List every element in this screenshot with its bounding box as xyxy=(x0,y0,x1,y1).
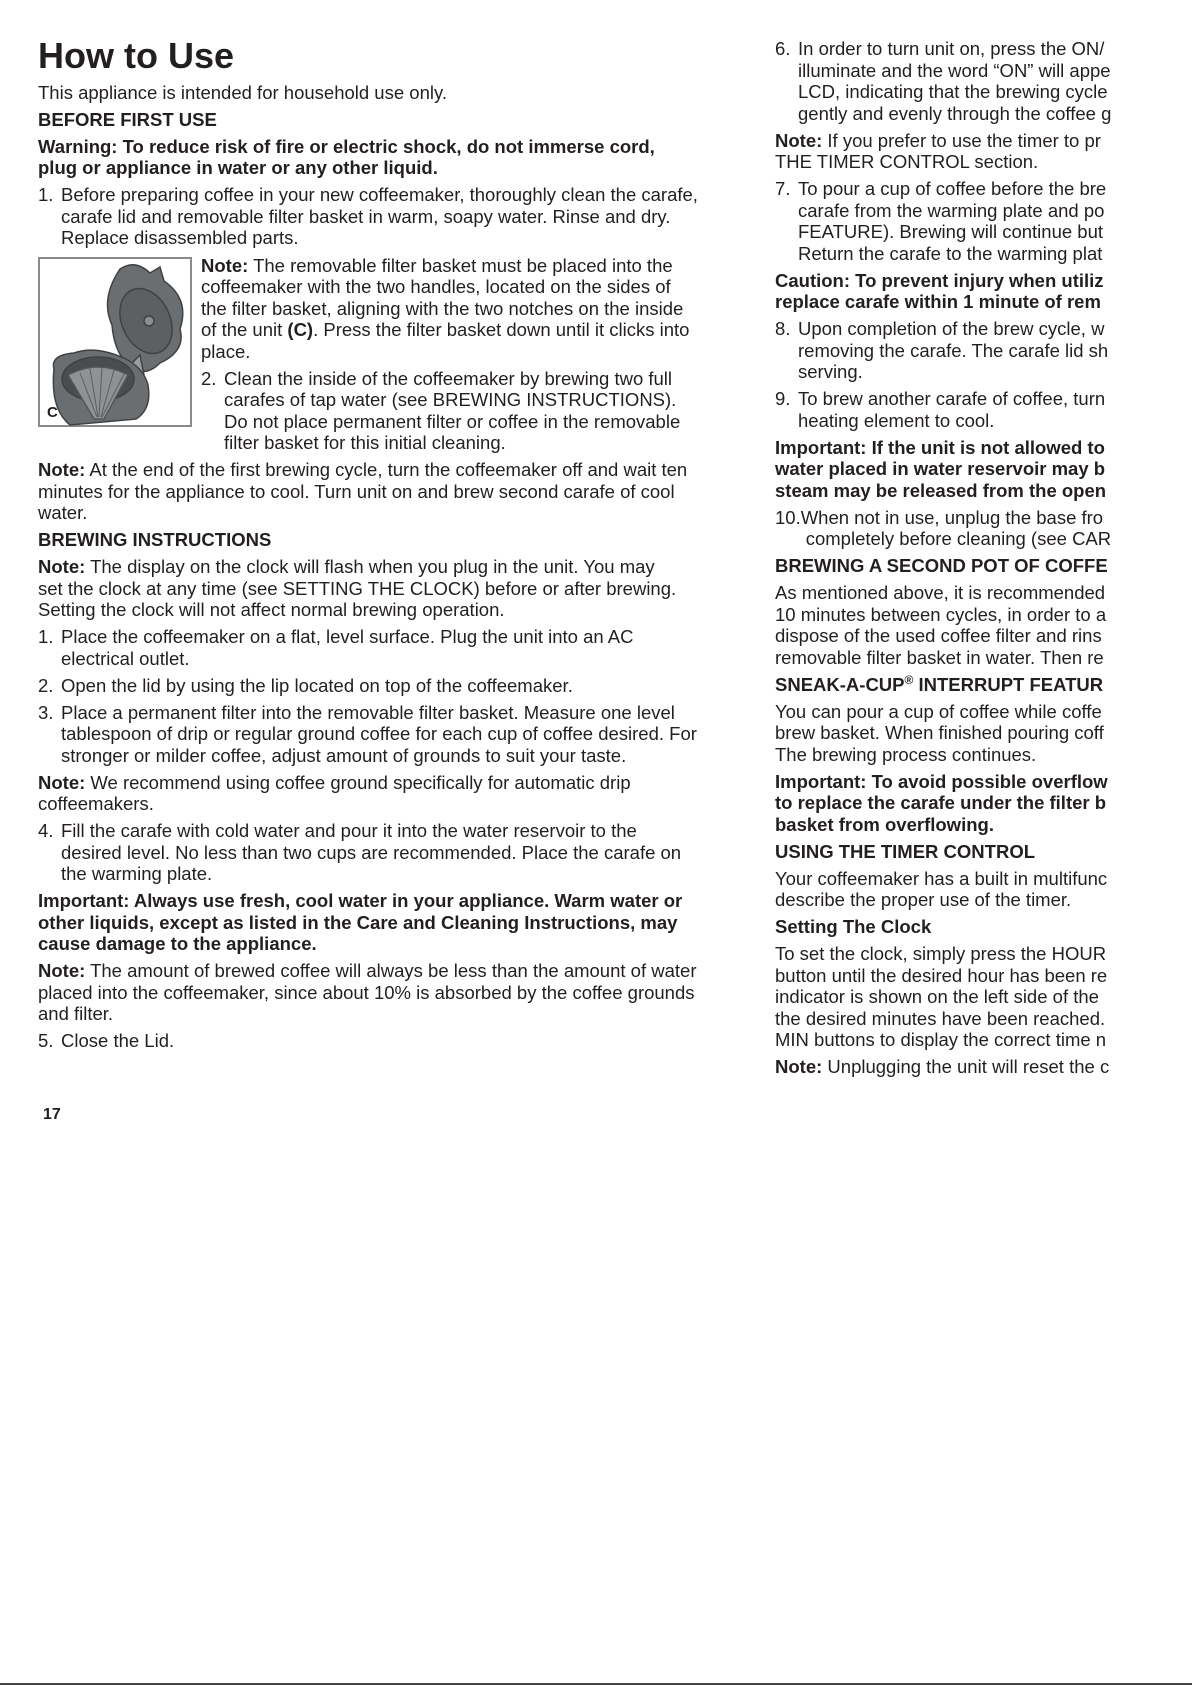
step-number: 2. xyxy=(38,674,54,696)
paragraph xyxy=(775,943,1192,1051)
text-line xyxy=(61,206,698,228)
page-title: How to Use xyxy=(38,35,235,76)
line-text: stronger or milder coffee, adjust amount of grounds to suit your taste. xyxy=(61,744,627,766)
text-line xyxy=(38,136,778,158)
line-text: Clean the inside of the coffeemaker by brewing two full xyxy=(224,367,673,389)
line-text: Setting The Clock xyxy=(775,916,932,937)
numbered-step xyxy=(775,388,1192,431)
text-line xyxy=(38,793,778,815)
text-line xyxy=(775,1056,1192,1078)
line-text: The brewing process continues. xyxy=(775,743,1037,765)
line-text: In order to turn unit on, press the ON/ xyxy=(798,38,1105,59)
line-text: . Press the filter basket down until it clicks into xyxy=(313,319,690,340)
text-line xyxy=(61,648,633,670)
line-text: If you prefer to use the timer to pr xyxy=(827,129,1101,151)
line-text: Do not place permanent filter or coffee in the removable xyxy=(224,410,681,432)
step-number: 9. xyxy=(775,388,791,409)
line-text: Replace disassembled parts. xyxy=(61,227,299,248)
warning-text xyxy=(775,270,1192,313)
line-text: tablespoon of drip or regular ground coffee for each cup of coffee desired. For xyxy=(61,723,697,744)
numbered-step xyxy=(775,318,1192,383)
section-heading xyxy=(775,674,1192,696)
line-text: SNEAK-A-CUP xyxy=(775,673,905,695)
text-line xyxy=(224,432,680,454)
note-label: Note: xyxy=(38,556,86,577)
line-text: To set the clock, simply press the HOUR xyxy=(775,943,1107,964)
line-text: INTERRUPT FEATUR xyxy=(913,673,1104,695)
line-text: gently and evenly through the coffee g xyxy=(798,102,1112,124)
note-label: Note: xyxy=(38,771,86,793)
text-line xyxy=(224,411,680,433)
text-line xyxy=(798,318,1108,340)
line-text: coffeemaker with the two handles, located on the sides of xyxy=(201,276,671,297)
numbered-step xyxy=(38,702,778,767)
numbered-step xyxy=(201,368,778,454)
text-line xyxy=(38,912,778,934)
figure-reference: (C) xyxy=(287,319,314,340)
line-text: steam may be released from the open xyxy=(775,479,1107,501)
text-line xyxy=(38,599,778,621)
line-text: coffeemakers. xyxy=(38,793,154,814)
numbered-step xyxy=(38,675,778,697)
line-text: removing the carafe. The carafe lid sh xyxy=(798,339,1109,361)
numbered-step xyxy=(38,626,778,669)
note-label: Note: xyxy=(201,254,249,276)
text-line xyxy=(61,745,697,767)
note-label: Note: xyxy=(38,459,86,480)
text-line xyxy=(775,270,1192,292)
line-text: FEATURE). Brewing will continue but xyxy=(798,221,1104,242)
line-text: minutes for the appliance to cool. Turn unit on and brew second carafe of cool xyxy=(38,480,675,502)
text-line xyxy=(61,1030,174,1052)
text-line xyxy=(61,820,681,842)
text-line xyxy=(775,943,1192,965)
step-number: 6. xyxy=(775,38,791,59)
text-line xyxy=(201,341,778,363)
note xyxy=(38,556,778,621)
line-text: At the end of the first brewing cycle, turn the coffeemaker off and wait ten xyxy=(89,459,688,480)
line-text: removable filter basket in water. Then re xyxy=(775,646,1104,668)
step-number: 1. xyxy=(38,184,54,205)
text-line xyxy=(775,604,1192,626)
text-line xyxy=(201,298,778,320)
step-text xyxy=(61,820,681,885)
text-line xyxy=(61,675,573,697)
text-line xyxy=(38,890,778,912)
text-line xyxy=(775,841,1192,863)
section-heading xyxy=(775,916,1192,938)
text-line xyxy=(798,38,1111,60)
line-text: Fill the carafe with cold water and pour it into the water reservoir to the xyxy=(61,820,637,841)
line-text: The removable filter basket must be placed into the xyxy=(253,254,673,276)
line-text: carafe lid and removable filter basket in warm, soapy water. Rinse and dry. xyxy=(61,205,671,227)
text-line xyxy=(201,255,778,277)
line-text: Important: If the unit is not allowed to xyxy=(775,436,1105,458)
line-text: You can pour a cup of coffee while coffe xyxy=(775,700,1102,722)
line-text: As mentioned above, it is recommended xyxy=(775,582,1106,603)
warning-text xyxy=(38,890,778,955)
line-text: placed into the coffeemaker, since about 10% is absorbed by the coffee grounds xyxy=(38,981,695,1003)
line-text: Place the coffeemaker on a flat, level surface. Plug the unit into an AC xyxy=(61,626,634,647)
note xyxy=(201,255,778,363)
line-text: To pour a cup of coffee before the bre xyxy=(798,178,1107,199)
line-text: and filter. xyxy=(38,1003,114,1024)
line-text: desired level. No less than two cups are recommended. Place the carafe on xyxy=(61,841,682,863)
note xyxy=(775,1056,1192,1078)
step-text xyxy=(798,318,1108,383)
line-text: the desired minutes have been reached. xyxy=(775,1007,1106,1029)
line-text: MIN buttons to display the correct time n xyxy=(775,1029,1107,1050)
text-line xyxy=(798,60,1111,82)
figure-label: C xyxy=(47,403,58,421)
line-text: USING THE TIMER CONTROL xyxy=(775,840,1036,862)
text-line xyxy=(775,437,1192,459)
text-line xyxy=(775,916,1192,938)
text-line xyxy=(224,389,680,411)
line-text: Place a permanent filter into the removable filter basket. Measure one level xyxy=(61,701,675,723)
step-number: 7. xyxy=(775,178,791,199)
line-text: heating element to cool. xyxy=(798,409,995,431)
note xyxy=(38,459,778,524)
line-text: This appliance is intended for household use only. xyxy=(38,81,447,103)
text-line xyxy=(38,960,778,982)
step-number: 3. xyxy=(38,701,54,723)
text-line xyxy=(38,502,778,524)
step-text xyxy=(61,626,633,669)
line-text: Important: Always use fresh, cool water in your appliance. Warm water or xyxy=(38,890,683,911)
text-line xyxy=(798,243,1106,265)
line-text: BREWING INSTRUCTIONS xyxy=(38,529,272,550)
text-line xyxy=(61,723,697,745)
text-line xyxy=(798,388,1105,410)
note-label: Note: xyxy=(38,960,86,981)
step-text xyxy=(61,1030,174,1052)
figure-text xyxy=(201,254,778,454)
line-text: dispose of the used coffee filter and rins xyxy=(775,625,1102,646)
numbered-step xyxy=(775,178,1192,264)
line-text: place. xyxy=(201,340,251,362)
step-number: 5. xyxy=(38,1030,54,1051)
line-text: the warming plate. xyxy=(61,863,213,884)
note xyxy=(38,960,778,1025)
text-line xyxy=(38,578,778,600)
line-text: Caution: To prevent injury when utiliz xyxy=(775,269,1104,291)
line-text: To brew another carafe of coffee, turn xyxy=(798,388,1106,409)
line-text: The amount of brewed coffee will always be less than the amount of water xyxy=(90,960,697,981)
text-line xyxy=(798,410,1105,432)
text-line xyxy=(775,771,1192,793)
text-line xyxy=(775,868,1192,890)
note-label: Note: xyxy=(775,1056,823,1077)
text-line xyxy=(775,1008,1192,1030)
numbered-step xyxy=(38,820,778,885)
text-line xyxy=(38,982,778,1004)
text-line xyxy=(775,701,1192,723)
text-line xyxy=(38,933,778,955)
section-heading xyxy=(38,109,778,131)
text-line xyxy=(775,722,1192,744)
line-text: water placed in water reservoir may b xyxy=(775,458,1106,479)
text-line xyxy=(61,626,633,648)
line-text: Open the lid by using the lip located on top of the coffeemaker. xyxy=(61,674,573,696)
line-text: water. xyxy=(38,502,88,523)
line-text: Setting the clock will not affect normal brewing operation. xyxy=(38,599,505,620)
paragraph xyxy=(775,868,1192,911)
step-number: 8. xyxy=(775,318,791,339)
line-text: Unplugging the unit will reset the c xyxy=(827,1056,1110,1077)
step-number: 10. xyxy=(775,506,801,528)
line-text: carafe from the warming plate and po xyxy=(798,199,1105,221)
text-line xyxy=(775,480,1192,502)
warning-text xyxy=(775,771,1192,836)
line-text: THE TIMER CONTROL section. xyxy=(775,151,1039,172)
warning-text xyxy=(775,437,1192,502)
line-text: BEFORE FIRST USE xyxy=(38,108,217,130)
step-text xyxy=(798,38,1111,124)
left-column xyxy=(38,36,778,1052)
line-text: LCD, indicating that the brewing cycle xyxy=(798,81,1108,102)
text-line xyxy=(38,109,778,131)
step-text xyxy=(61,675,573,697)
line-text: The display on the clock will flash when you plug in the unit. You may xyxy=(90,556,655,577)
text-line xyxy=(775,965,1192,987)
text-line xyxy=(798,103,1111,125)
text-line xyxy=(798,81,1111,103)
section-heading xyxy=(775,555,1192,577)
text-line xyxy=(201,319,778,341)
text-line xyxy=(775,647,1192,669)
figure-c xyxy=(38,257,192,427)
step-text xyxy=(61,184,698,249)
line-text: electrical outlet. xyxy=(61,647,190,669)
step-number: 4. xyxy=(38,820,54,841)
text-line xyxy=(224,368,680,390)
text-line xyxy=(775,130,1192,152)
text-line xyxy=(61,842,681,864)
line-text: carafes of tap water (see BREWING INSTRUCTIONS). xyxy=(224,389,677,410)
line-text: Close the Lid. xyxy=(61,1030,175,1051)
numbered-step xyxy=(38,184,778,249)
text-line xyxy=(38,157,778,179)
line-text: plug or appliance in water or any other liquid. xyxy=(38,157,438,178)
paragraph xyxy=(38,82,778,104)
text-line xyxy=(38,556,778,578)
line-text: replace carafe within 1 minute of rem xyxy=(775,291,1101,312)
text-line xyxy=(775,814,1192,836)
note xyxy=(38,772,778,815)
line-text: Upon completion of the brew cycle, w xyxy=(798,318,1105,339)
line-text: We recommend using coffee ground specifically for automatic drip xyxy=(90,771,631,793)
note xyxy=(775,130,1192,173)
step-text xyxy=(798,178,1106,264)
figure-with-note xyxy=(38,254,778,454)
line-text: set the clock at any time (see SETTING THE CLOCK) before or after brewing. xyxy=(38,577,677,599)
text-line xyxy=(798,340,1108,362)
line-text: Your coffeemaker has a built in multifunc xyxy=(775,867,1108,889)
text-line xyxy=(775,582,1192,604)
text-line xyxy=(775,458,1192,480)
text-line xyxy=(806,528,1111,550)
registered-mark: ® xyxy=(904,672,914,687)
text-line xyxy=(775,792,1192,814)
text-line xyxy=(61,702,697,724)
text-line xyxy=(798,221,1106,243)
line-text: filter basket for this initial cleaning. xyxy=(224,432,506,453)
text-line xyxy=(38,481,778,503)
line-text: 10 minutes between cycles, in order to a xyxy=(775,603,1107,625)
text-line xyxy=(801,507,1111,529)
numbered-step xyxy=(38,1030,778,1052)
line-text: Warning: To reduce risk of fire or electric shock, do not immerse cord, xyxy=(38,135,655,157)
line-text: basket from overflowing. xyxy=(775,813,994,835)
text-line xyxy=(61,227,698,249)
text-line xyxy=(201,276,778,298)
filter-basket-illustration xyxy=(40,259,190,425)
line-text: other liquids, except as listed in the Care and Cleaning Instructions, may xyxy=(38,911,678,933)
text-line xyxy=(798,178,1106,200)
text-line xyxy=(38,459,778,481)
step-number: 1. xyxy=(38,626,54,647)
line-text: Important: To avoid possible overflow xyxy=(775,770,1108,792)
text-line xyxy=(775,555,1192,577)
step-text xyxy=(801,507,1111,550)
line-text: Return the carafe to the warming plat xyxy=(798,242,1103,264)
paragraph xyxy=(775,582,1192,668)
line-text: button until the desired hour has been re xyxy=(775,964,1108,986)
numbered-step xyxy=(775,507,1192,550)
line-text: brew basket. When finished pouring coff xyxy=(775,722,1104,743)
line-text: indicator is shown on the left side of the xyxy=(775,986,1099,1007)
text-line xyxy=(775,151,1192,173)
text-line xyxy=(798,361,1108,383)
line-text: the filter basket, aligning with the two notches on the inside xyxy=(201,297,684,319)
text-line xyxy=(61,184,698,206)
section-heading xyxy=(775,841,1192,863)
step-text xyxy=(224,368,680,454)
line-text: Before preparing coffee in your new coffeemaker, thoroughly clean the carafe, xyxy=(61,184,698,205)
text-line xyxy=(775,744,1192,766)
text-line xyxy=(38,529,778,551)
step-text xyxy=(61,702,697,767)
text-line xyxy=(775,1029,1192,1051)
right-column xyxy=(775,38,1192,1078)
text-line xyxy=(775,986,1192,1008)
text-line xyxy=(775,625,1192,647)
text-line xyxy=(775,889,1192,911)
text-line xyxy=(61,863,681,885)
text-line xyxy=(38,82,778,104)
section-heading xyxy=(38,529,778,551)
text-line xyxy=(38,1003,778,1025)
note-label: Note: xyxy=(775,129,823,151)
step-text xyxy=(798,388,1105,431)
line-text: serving. xyxy=(798,361,863,382)
numbered-step xyxy=(775,38,1192,124)
line-text: When not in use, unplug the base fro xyxy=(800,506,1104,528)
step-number: 2. xyxy=(201,367,217,389)
line-text: illuminate and the word “ON” will appe xyxy=(798,59,1111,81)
line-text: completely before cleaning (see CAR xyxy=(805,528,1112,549)
line-text: to replace the carafe under the filter b xyxy=(775,792,1107,813)
line-text: cause damage to the appliance. xyxy=(38,933,317,954)
line-text: of the unit xyxy=(201,319,288,340)
text-line xyxy=(798,200,1106,222)
paragraph xyxy=(775,701,1192,766)
warning-text xyxy=(38,136,778,179)
text-line xyxy=(775,291,1192,313)
line-text: describe the proper use of the timer. xyxy=(775,889,1072,910)
text-line xyxy=(775,674,1192,696)
text-line xyxy=(38,772,778,794)
page-number: 17 xyxy=(43,1106,61,1123)
line-text: BREWING A SECOND POT OF COFFE xyxy=(775,555,1108,576)
